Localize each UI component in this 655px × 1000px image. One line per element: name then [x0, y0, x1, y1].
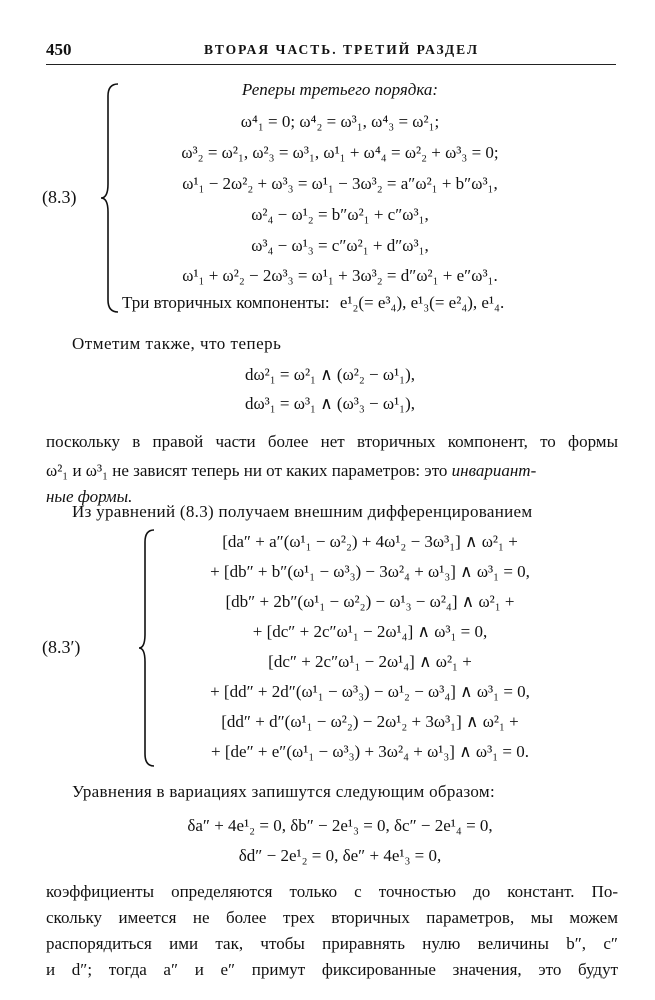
system-line-4: ω²₄ − ω¹₂ = b″ω²₁ + c″ω³₁, — [251, 205, 429, 224]
secondary-components — [122, 293, 504, 313]
variation-system-line-4: + [dc″ + 2c″ω¹₁ − 2ω¹₄] ∧ ω³₁ = 0, — [252, 622, 488, 641]
paragraph-2-line-3: ные формы. — [46, 487, 133, 506]
running-title: ВТОРАЯ ЧАСТЬ. ТРЕТИЙ РАЗДЕЛ — [204, 42, 480, 57]
paragraph-2-line-1: поскольку в правой части более нет вторичных компонент, то формы — [46, 432, 618, 451]
system-line-3: ω¹₁ − 2ω²₂ + ω³₃ = ω¹₁ − 3ω³₂ = a″ω²₁ + b″ω³₁, — [182, 174, 498, 193]
paragraph-5-line-1: коэффициенты определяются только с точностью до констант. По- — [46, 882, 618, 901]
paragraph-2-text: ω²₁ и ω³₁ не зависят теперь ни от каких параметров: это — [46, 461, 448, 480]
equation-number-8-3-prime: (8.3′) — [42, 637, 81, 657]
paragraph-1: Отметим также, что теперь — [72, 334, 282, 353]
paragraph-5-line-3: распорядиться ими так, чтобы приравнять нулю величины b″, c″ — [46, 934, 618, 953]
variation-equations-line-2: δd″ − 2e¹₂ = 0, δe″ + 4e¹₃ = 0, — [238, 846, 442, 865]
paragraph-3: Из уравнений (8.3) получаем внешним дифференцированием — [72, 502, 533, 521]
variation-equations-line-1: δa″ + 4e¹₂ = 0, δb″ − 2e¹₃ = 0, δc″ − 2e¹₄ = 0, — [187, 816, 493, 835]
header-rule — [46, 64, 616, 65]
paragraph-4: Уравнения в вариациях запишутся следующим образом: — [72, 782, 495, 801]
left-brace-8-3-prime — [138, 528, 158, 768]
system-heading: Реперы третьего порядка: — [241, 80, 439, 99]
variation-system-line-5: [dc″ + 2c″ω¹₁ − 2ω¹₄] ∧ ω²₁ + — [268, 652, 472, 671]
system-line-5: ω³₄ − ω¹₃ = c″ω²₁ + d″ω³₁, — [251, 236, 429, 255]
variation-system-line-1: [da″ + a″(ω¹₁ − ω²₂) + 4ω¹₂ − 3ω³₁] ∧ ω²₁ + — [222, 532, 518, 551]
secondary-label: Три вторичных компоненты: — [122, 293, 330, 312]
paragraph-2-emphasis: инвариант- — [451, 461, 537, 480]
variation-system-line-7: [dd″ + d″(ω¹₁ − ω²₂) − 2ω¹₂ + 3ω³₁] ∧ ω²₁ + — [221, 712, 519, 731]
variation-system-line-8: + [de″ + e″(ω¹₁ − ω³₃) + 3ω²₄ + ω¹₃] ∧ ω³₁ = 0. — [211, 742, 529, 761]
paragraph-5-line-4: и d″; тогда a″ и e″ примут фиксированные значения, это будут — [46, 960, 618, 979]
secondary-formula: e¹₂(= e³₄), e¹₃(= e²₄), e¹₄. — [339, 293, 505, 312]
page-number: 450 — [46, 40, 72, 59]
paragraph-2-line-2 — [46, 457, 618, 485]
system-line-1: ω⁴₁ = 0; ω⁴₂ = ω³₁, ω⁴₃ = ω²₁; — [240, 112, 440, 131]
system-line-2: ω³₂ = ω²₁, ω²₃ = ω³₁, ω¹₁ + ω⁴₄ = ω²₂ + ω³₃ = 0; — [181, 143, 499, 162]
system-line-6: ω¹₁ + ω²₂ − 2ω³₃ = ω¹₁ + 3ω³₂ = d″ω²₁ + e″ω³₁. — [182, 266, 498, 285]
display-formula-1: dω²₁ = ω²₁ ∧ (ω²₂ − ω¹₁), — [244, 365, 416, 384]
variation-system-line-2: + [db″ + b″(ω¹₁ − ω³₃) − 3ω²₄ + ω¹₃] ∧ ω³₁ = 0, — [210, 562, 530, 581]
equation-number-8-3: (8.3) — [42, 187, 77, 207]
display-formula-2: dω³₁ = ω³₁ ∧ (ω³₃ − ω¹₁), — [244, 394, 416, 413]
paragraph-5-line-2: скольку имеется не более трех вторичных параметров, мы можем — [46, 908, 618, 927]
variation-system-line-3: [db″ + 2b″(ω¹₁ − ω²₂) − ω¹₃ − ω²₄] ∧ ω²₁ + — [225, 592, 515, 611]
left-brace-8-3 — [100, 82, 122, 314]
variation-system-line-6: + [dd″ + 2d″(ω¹₁ − ω³₃) − ω¹₂ − ω³₄] ∧ ω³₁ = 0, — [210, 682, 530, 701]
